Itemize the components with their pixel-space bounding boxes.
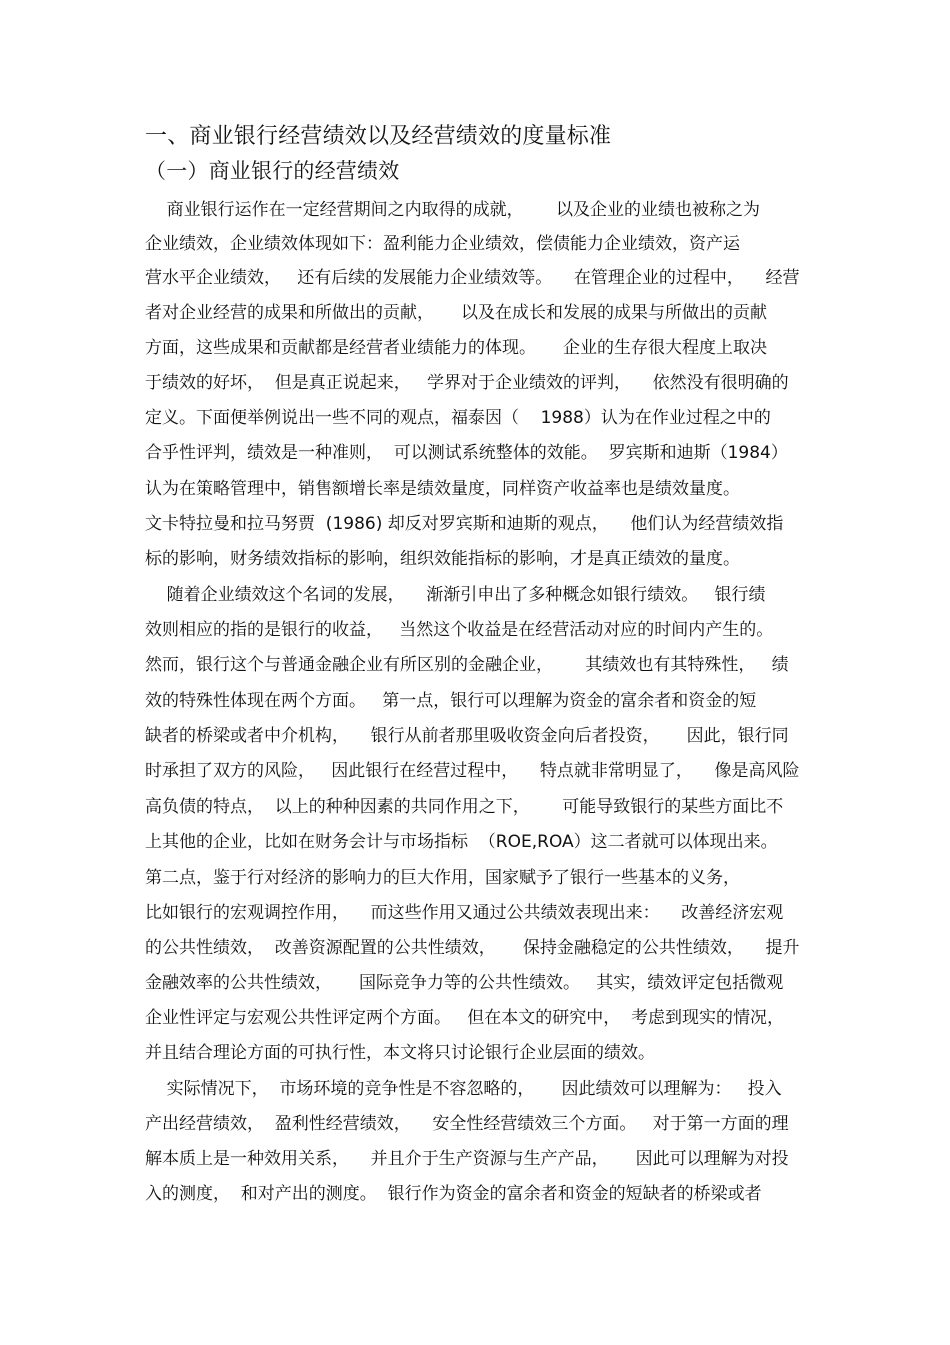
text-line: 企业性评定与宏观公共性评定两个方面。 但在本文的研究中， 考虑到现实的情况， bbox=[145, 1008, 785, 1028]
text-line: 随着企业绩效这个名词的发展， 渐渐引申出了多种概念如银行绩效。 银行绩 bbox=[145, 585, 766, 605]
text-line: 并且结合理论方面的可执行性，本文将只讨论银行企业层面的绩效。 bbox=[145, 1043, 655, 1063]
text-line: 实际情况下， 市场环境的竞争性是不容忽略的， 因此绩效可以理解为： 投入 bbox=[145, 1079, 782, 1099]
section-heading: 一、商业银行经营绩效以及经营绩效的度量标准 bbox=[145, 124, 612, 149]
text-line: 上其他的企业，比如在财务会计与市场指标 （ROE,ROA）这二者就可以体现出来。 bbox=[145, 832, 778, 852]
text-line: 然而，银行这个与普通金融企业有所区别的金融企业， 其绩效也有其特殊性， 绩 bbox=[145, 655, 789, 675]
text-line: 方面，这些成果和贡献都是经营者业绩能力的体现。 企业的生存很大程度上取决 bbox=[145, 338, 768, 358]
text-line: 解本质上是一种效用关系， 并且介于生产资源与生产产品， 因此可以理解为对投 bbox=[145, 1149, 789, 1169]
text-line: 缺者的桥梁或者中介机构， 银行从前者那里吸收资金向后者投资， 因此，银行同 bbox=[145, 726, 789, 746]
text-line: 营水平企业绩效， 还有后续的发展能力企业绩效等。 在管理企业的过程中， 经营 bbox=[145, 268, 800, 288]
text-line: 标的影响，财务绩效指标的影响，组织效能指标的影响，才是真正绩效的量度。 bbox=[145, 549, 740, 569]
text-line: 合乎性评判，绩效是一种准则， 可以测试系统整体的效能。 罗宾斯和迪斯（1984） bbox=[145, 443, 788, 463]
text-line: 比如银行的宏观调控作用， 而这些作用又通过公共绩效表现出来： 改善经济宏观 bbox=[145, 903, 784, 923]
text-line: 产出经营绩效， 盈利性经营绩效， 安全性经营绩效三个方面。 对于第一方面的理 bbox=[145, 1114, 789, 1134]
text-line: 效的特殊性体现在两个方面。 第一点，银行可以理解为资金的富余者和资金的短 bbox=[145, 691, 757, 711]
text-line: 第二点，鉴于行对经济的影响力的巨大作用，国家赋予了银行一些基本的义务， bbox=[145, 868, 740, 888]
text-line: 认为在策略管理中，销售额增长率是绩效量度，同样资产收益率也是绩效量度。 bbox=[145, 479, 740, 499]
text-line: 效则相应的指的是银行的收益， 当然这个收益是在经营活动对应的时间内产生的。 bbox=[145, 620, 774, 640]
subsection-heading: （一）商业银行的经营绩效 bbox=[145, 159, 400, 183]
text-line: 企业绩效，企业绩效体现如下：盈利能力企业绩效，偿债能力企业绩效，资产运 bbox=[145, 234, 740, 254]
text-line: 者对企业经营的成果和所做出的贡献， 以及在成长和发展的成果与所做出的贡献 bbox=[145, 303, 768, 323]
text-line: 高负债的特点， 以上的种种因素的共同作用之下， 可能导致银行的某些方面比不 bbox=[145, 797, 784, 817]
text-line: 文卡特拉曼和拉马努贾 (1986) 却反对罗宾斯和迪斯的观点， 他们认为经营绩效指 bbox=[145, 514, 784, 534]
text-line: 的公共性绩效， 改善资源配置的公共性绩效， 保持金融稳定的公共性绩效， 提升 bbox=[145, 938, 800, 958]
text-line: 金融效率的公共性绩效， 国际竞争力等的公共性绩效。 其实，绩效评定包括微观 bbox=[145, 973, 784, 993]
text-line: 定义。下面便举例说出一些不同的观点，福泰因（ 1988）认为在作业过程之中的 bbox=[145, 408, 771, 428]
text-line: 于绩效的好坏， 但是真正说起来， 学界对于企业绩效的评判， 依然没有很明确的 bbox=[145, 373, 789, 393]
text-line: 入的测度， 和对产出的测度。 银行作为资金的富余者和资金的短缺者的桥梁或者 bbox=[145, 1184, 762, 1204]
text-line: 商业银行运作在一定经营期间之内取得的成就， 以及企业的业绩也被称之为 bbox=[145, 200, 761, 220]
text-line: 时承担了双方的风险， 因此银行在经营过程中， 特点就非常明显了， 像是高风险 bbox=[145, 761, 800, 781]
